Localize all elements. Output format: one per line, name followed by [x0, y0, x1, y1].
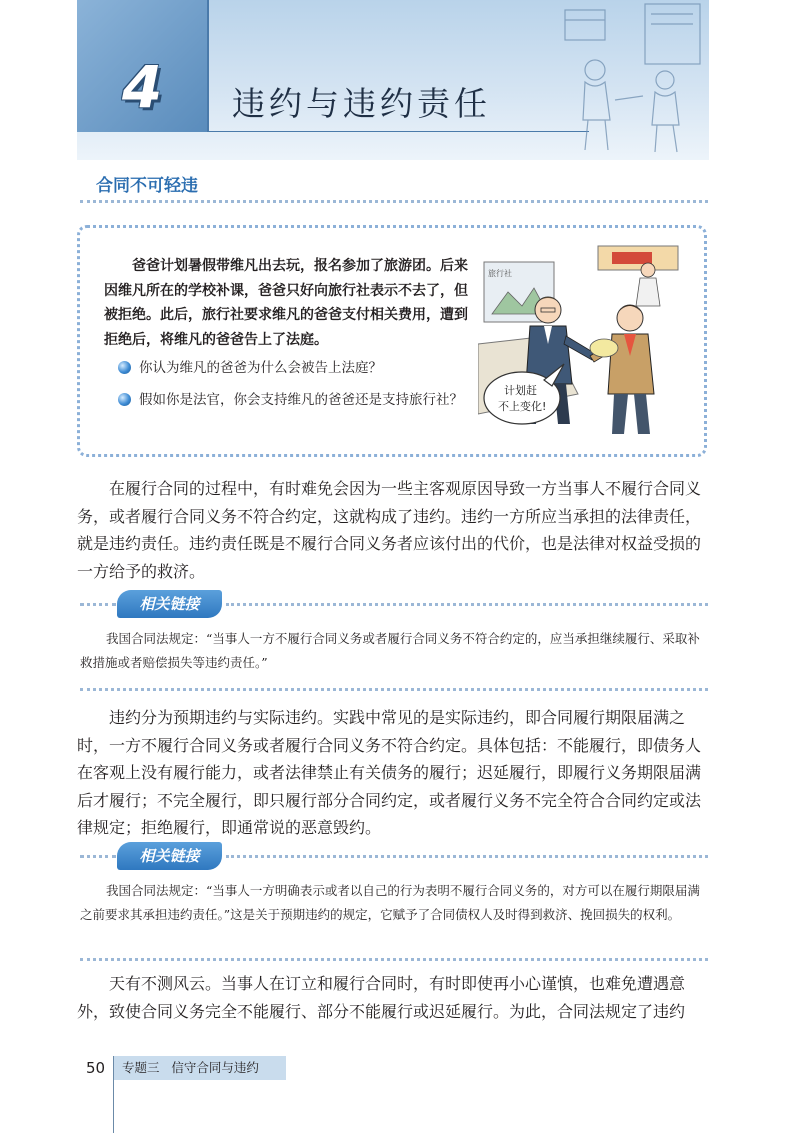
- question-bullet-icon: [118, 361, 131, 374]
- header-sketch-illustration: [555, 0, 709, 160]
- body-paragraph-2: 违约分为预期违约与实际违约。实践中常见的是实际违约，即合同履行期限届满之时，一方不履行合同义务或者履行合同义务不符合约定。具体包括：不能履行，即债务人在客观上没有履行能力，或者法律禁止有关债务的履行；迟延履行，即履行义务期限届满后才履行；不完全履行，即只履行部分合同约定，或者履行义务不完全符合合同约定或法律规定；拒绝履行，即通常说的恶意毁约。: [77, 708, 702, 838]
- travel-agency-illustration: [478, 244, 698, 440]
- title-underline: [209, 131, 589, 132]
- case-question-1: [104, 356, 474, 381]
- related-link-2-dots-right: [226, 855, 708, 858]
- chapter-title: 违约与违约责任: [232, 84, 491, 123]
- speech-line-1: 计划赶: [504, 384, 537, 397]
- related-link-1-dots-left: [80, 603, 116, 606]
- related-link-1-dotted-bottom: [80, 688, 708, 691]
- related-link-2-dots-left: [80, 855, 116, 858]
- case-question-2-text: 假如你是法官，你会支持维凡的爸爸还是支持旅行社？: [139, 392, 463, 408]
- agency-sign-text: 旅行社: [488, 269, 512, 278]
- page-number: 50: [86, 1059, 106, 1077]
- related-link-2-text: 我国合同法规定：“当事人一方明确表示或者以自己的行为表明不履行合同义务的，对方可以在履行期限届满之前要求其承担违约责任。”这是关于预期违约的规定，它赋予了合同债权人及时得到救济、挽回损失的权利。: [80, 883, 700, 922]
- question-bullet-icon: [118, 393, 131, 406]
- header-divider: [207, 0, 209, 132]
- footer-topic-label: 专题三 信守合同与违约: [122, 1060, 259, 1075]
- case-question-2: [104, 388, 474, 413]
- section-dotted-divider: [80, 200, 708, 203]
- related-link-2-badge: 相关链接: [117, 842, 222, 870]
- related-link-1-dots-right: [226, 603, 708, 606]
- section-heading: 合同不可轻违: [96, 176, 198, 196]
- body-paragraph-3: 天有不测风云。当事人在订立和履行合同时，有时即使再小心谨慎，也难免遭遇意外，致使合同义务完全不能履行、部分不能履行或迟延履行。为此，合同法规定了违约: [77, 974, 686, 1021]
- case-question-1-text: 你认为维凡的爸爸为什么会被告上法庭？: [139, 360, 382, 376]
- chapter-number: 4: [122, 53, 163, 121]
- speech-line-2: 不上变化!: [498, 400, 547, 413]
- related-link-1-text: 我国合同法规定：“当事人一方不履行合同义务或者履行合同义务不符合约定的，应当承担继续履行、采取补救措施或者赔偿损失等违约责任。”: [80, 631, 700, 670]
- related-link-1-badge: 相关链接: [117, 590, 222, 618]
- related-link-2-dotted-bottom: [80, 958, 708, 961]
- body-paragraph-1: 在履行合同的过程中，有时难免会因为一些主客观原因导致一方当事人不履行合同义务，或者履行合同义务不符合约定，这就构成了违约。违约一方所应当承担的法律责任，就是违约责任。违约责任既是不履行合同义务者应该付出的代价，也是法律对权益受损的一方给予的救济。: [77, 479, 702, 581]
- case-story: 爸爸计划暑假带维凡出去玩，报名参加了旅游团。后来因维凡所在的学校补课，爸爸只好向旅行社表示不去了，但被拒绝。此后，旅行社要求维凡的爸爸支付相关费用，遭到拒绝后，将维凡的爸爸告上了法庭。: [104, 258, 468, 348]
